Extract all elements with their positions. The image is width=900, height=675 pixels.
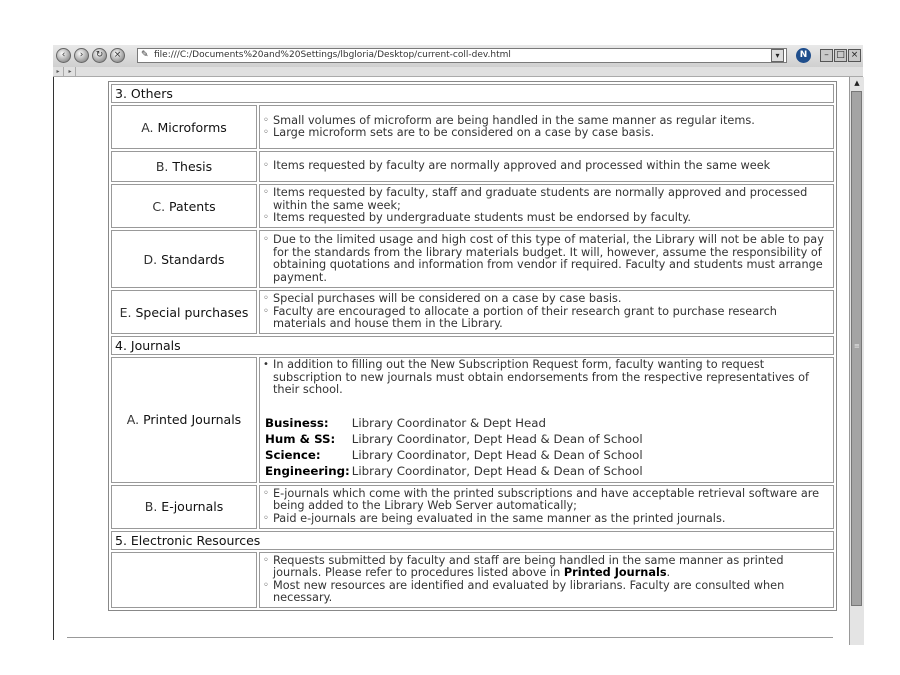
row-label: C. Patents bbox=[111, 184, 257, 228]
row-label: A. Microforms bbox=[111, 105, 257, 149]
table-row bbox=[111, 485, 834, 529]
list-item: ◦ Due to the limited usage and high cost of this type of material, the Library will not be able to pay for the standards from the library materials budget. It will, however, assume the responsibility of obtaining quotations and information from vendor if required. Faculty and students must arrange payment. bbox=[263, 234, 830, 284]
table-row bbox=[111, 105, 834, 149]
section-title-others: 3. Others bbox=[111, 84, 834, 103]
page-icon: ✎ bbox=[141, 50, 149, 60]
forward-icon[interactable]: › bbox=[74, 48, 89, 63]
maximize-icon[interactable]: □ bbox=[834, 49, 847, 62]
table-row bbox=[111, 151, 834, 182]
row-description bbox=[259, 485, 834, 529]
printed-journals-reference: Printed Journals bbox=[563, 566, 667, 579]
row-label: A. Printed Journals bbox=[111, 357, 257, 483]
list-item: ◦ Items requested by faculty are normally approved and processed within the same week bbox=[263, 160, 830, 173]
table-row bbox=[111, 357, 834, 483]
table-row bbox=[111, 552, 834, 608]
endorsement-row: Hum & SS: Library Coordinator, Dept Head & Dean of School bbox=[265, 431, 643, 446]
list-item: ◦ E-journals which come with the printed subscriptions and have acceptable retrieval software are being added to the Library Web Server automatically; bbox=[263, 488, 830, 513]
url-input[interactable] bbox=[137, 48, 787, 63]
netscape-logo-icon[interactable]: N bbox=[796, 48, 811, 63]
reload-icon[interactable]: ↻ bbox=[92, 48, 107, 63]
policy-table bbox=[108, 81, 837, 611]
table-row bbox=[111, 184, 834, 228]
vertical-scrollbar[interactable] bbox=[849, 77, 864, 645]
section-title-electronic: 5. Electronic Resources bbox=[111, 531, 834, 550]
row-description bbox=[259, 105, 834, 149]
row-label: B. E-journals bbox=[111, 485, 257, 529]
close-icon[interactable]: × bbox=[848, 49, 861, 62]
browser-toolbar bbox=[53, 45, 863, 68]
url-text: file:///C:/Documents%20and%20Settings/lbgloria/Desktop/current-coll-dev.html bbox=[154, 50, 511, 60]
scrollbar-thumb[interactable] bbox=[851, 91, 862, 606]
sidebar-toggle-bar bbox=[53, 67, 863, 77]
section-title-journals: 4. Journals bbox=[111, 336, 834, 355]
browser-window bbox=[53, 45, 863, 645]
list-item: ◦ Items requested by undergraduate students must be endorsed by faculty. bbox=[263, 212, 830, 225]
list-item: ◦ Small volumes of microform are being handled in the same manner as regular items. bbox=[263, 115, 830, 128]
list-item: ◦ Large microform sets are to be considered on a case by case basis. bbox=[263, 127, 830, 140]
row-description bbox=[259, 290, 834, 334]
endorsement-table bbox=[265, 415, 645, 479]
page-divider bbox=[67, 637, 833, 638]
row-label-empty bbox=[111, 552, 257, 608]
table-row bbox=[111, 230, 834, 288]
list-item: ◦ Most new resources are identified and evaluated by librarians. Faculty are consulted when necessary. bbox=[263, 580, 830, 605]
list-item: ◦ Items requested by faculty, staff and graduate students are normally approved and processed within the same week; bbox=[263, 187, 830, 212]
stop-icon[interactable]: × bbox=[110, 48, 125, 63]
row-description bbox=[259, 357, 834, 483]
list-item: ◦ Faculty are encouraged to allocate a portion of their research grant to purchase research materials and house them in the Library. bbox=[263, 306, 830, 331]
list-item: ◦ Special purchases will be considered on a case by case basis. bbox=[263, 293, 830, 306]
grip-icon: ≡ bbox=[854, 342, 860, 350]
row-description bbox=[259, 151, 834, 182]
scroll-up-arrow-icon[interactable]: ▲ bbox=[854, 79, 860, 87]
list-item: ◦ Requests submitted by faculty and staff are being handled in the same manner as printed journals. Please refer to procedures listed above in Printed Journals. bbox=[263, 555, 830, 580]
endorsement-row: Business: Library Coordinator & Dept Head bbox=[265, 415, 547, 430]
row-description bbox=[259, 184, 834, 228]
list-item: • In addition to filling out the New Subscription Request form, faculty wanting to request subscription to new journals must obtain endorsements from the respective representatives of their school. bbox=[263, 359, 830, 397]
minimize-icon[interactable]: – bbox=[820, 49, 833, 62]
list-item: ◦ Paid e-journals are being evaluated in the same manner as the printed journals. bbox=[263, 513, 830, 526]
table-row bbox=[111, 290, 834, 334]
row-label: D. Standards bbox=[111, 230, 257, 288]
row-label: B. Thesis bbox=[111, 151, 257, 182]
back-icon[interactable]: ‹ bbox=[56, 48, 71, 63]
url-dropdown-button[interactable]: ▾ bbox=[771, 49, 784, 62]
row-label: E. Special purchases bbox=[111, 290, 257, 334]
row-description bbox=[259, 552, 834, 608]
collapse-left-icon[interactable]: ▸ bbox=[53, 67, 64, 76]
row-description bbox=[259, 230, 834, 288]
page-content bbox=[53, 77, 847, 645]
collapse-right-icon[interactable]: ▸ bbox=[65, 67, 76, 76]
endorsement-row: Engineering: Library Coordinator, Dept Head & Dean of School bbox=[265, 463, 643, 478]
endorsement-row: Science: Library Coordinator, Dept Head & Dean of School bbox=[265, 447, 643, 462]
